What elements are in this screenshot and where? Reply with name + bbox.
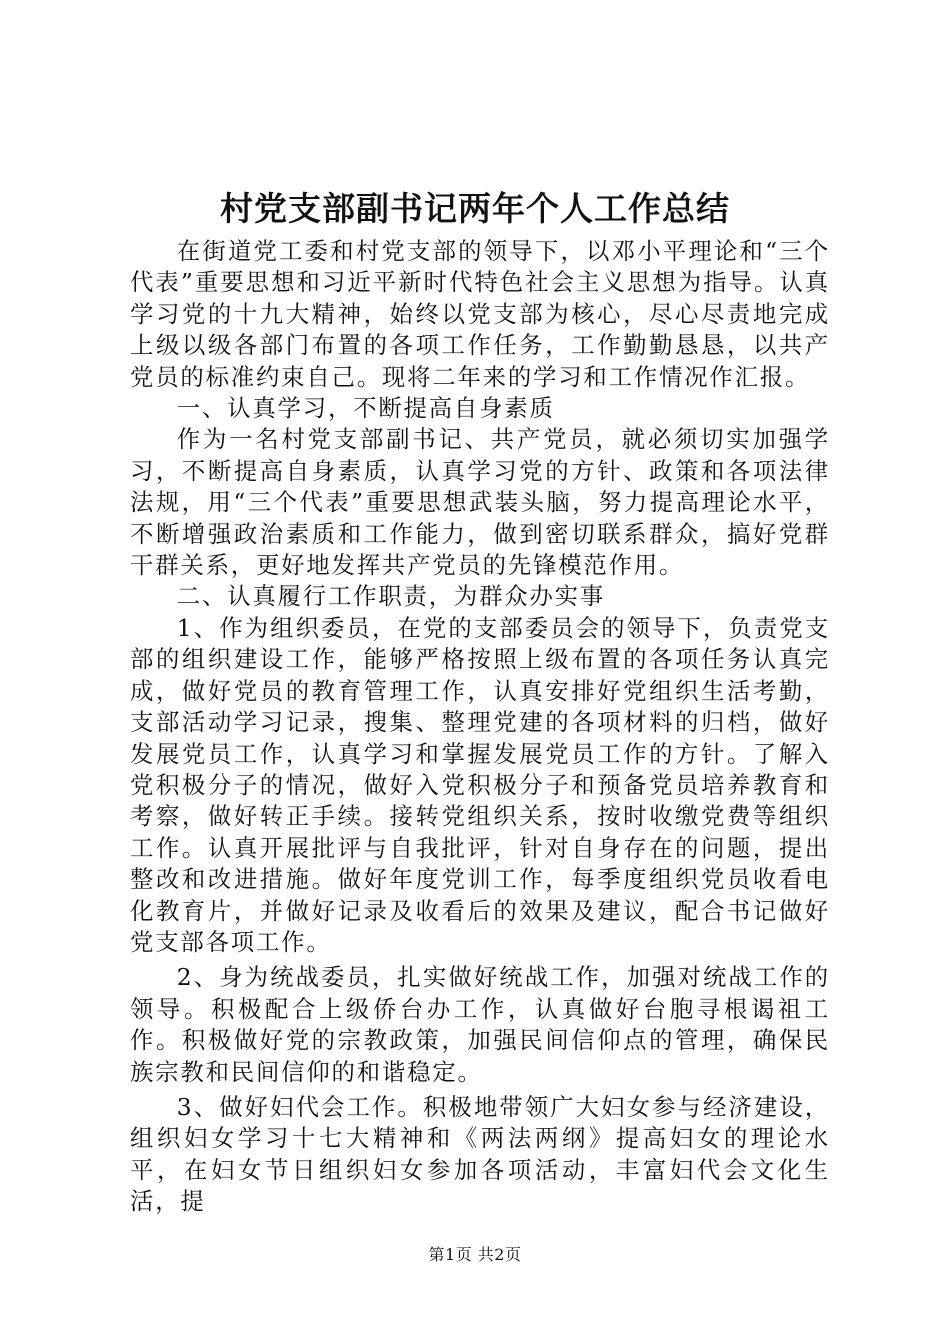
section-heading-1: 一、认真学习，不断提高自身素质 (176, 394, 555, 423)
paragraph-united-front: 2、身为统战委员，扎实做好统战工作，加强对统战工作的领导。积极配合上级侨台办工作，认真做好台胞寻根谒祖工作。积极做好党的宗教政策，加强民间信仰点的管理，确保民族宗教和民间信仰的和谐稳定。 (130, 963, 830, 1086)
page-footer: 第1页 共2页 (428, 1245, 522, 1264)
paragraph-intro: 在街道党工委和村党支部的领导下，以邓小平理论和“三个代表”重要思想和习近平新时代特色社会主义思想为指导。认真学习党的十九大精神，始终以党支部为核心，尽心尽责地完成上级以级各部门布置的各项工作任务，工作勤勤恳恳，以共产党员的标准约束自己。现将二年来的学习和工作情况作汇报。 (130, 237, 830, 391)
section-heading-2: 二、认真履行工作职责，为群众办实事 (176, 582, 606, 611)
paragraph-study: 作为一名村党支部副书记、共产党员，就必须切实加强学习，不断提高自身素质，认真学习党的方针、政策和各项法律法规，用“三个代表”重要思想武装头脑，努力提高理论水平，不断增强政治素质和工作能力，做到密切联系群众，搞好党群干群关系，更好地发挥共产党员的先锋模范作用。 (130, 425, 830, 580)
document-title: 村党支部副书记两年个人工作总结 (220, 189, 730, 228)
paragraph-women-federation: 3、做好妇代会工作。积极地带领广大妇女参与经济建设，组织妇女学习十七大精神和《两法两纲》提高妇女的理论水平，在妇女节日组织妇女参加各项活动，丰富妇代会文化生活，提 (130, 1092, 830, 1216)
document-body (130, 236, 830, 1218)
paragraph-organization: 1、作为组织委员，在党的支部委员会的领导下，负责党支部的组织建设工作，能够严格按照上级布置的各项任务认真完成，做好党员的教育管理工作，认真安排好党组织生活考勤，支部活动学习记录，搜集、整理党建的各项材料的归档，做好发展党员工作，认真学习和掌握发展党员工作的方针。了解入党积极分子的情况，做好入党积极分子和预备党员培养教育和考察，做好转正手续。接转党组织关系，按时收缴党费等组织工作。认真开展批评与自我批评，针对自身存在的问题，提出整改和改进措施。做好年度党训工作，每季度组织党员收看电化教育片，并做好记录及收看后的效果及建议，配合书记做好党支部各项工作。 (130, 613, 830, 956)
